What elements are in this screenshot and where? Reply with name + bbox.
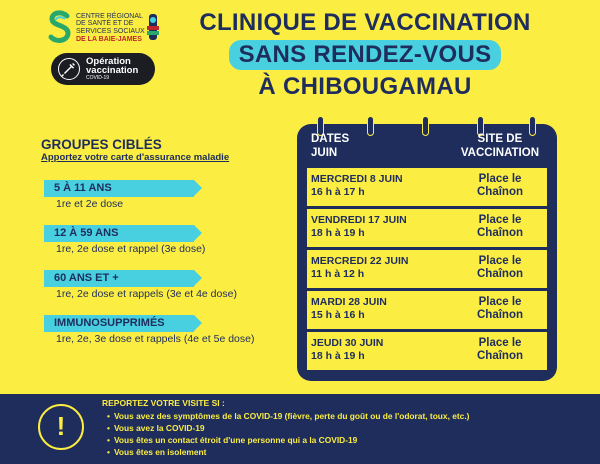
org-region: DE LA BAIE-JAMES (76, 36, 142, 44)
schedule-date: JEUDI 30 JUIN 18 h à 19 h (311, 337, 384, 362)
schedule-place: Place le Chaînon (477, 173, 523, 198)
warning-footer (0, 394, 600, 464)
schedule-row (307, 250, 547, 288)
footer-heading: REPORTEZ VOTRE VISITE SI : (102, 398, 225, 408)
badge-line1: Opération (86, 56, 131, 67)
list-item: • Vous êtes en isolement (107, 446, 469, 458)
schedule-calendar (297, 124, 557, 381)
schedule-place: Place le Chaînon (477, 337, 523, 362)
dates-header: DATES JUIN (311, 133, 350, 159)
group-doses: 1re, 2e, 3e dose et rappels (4e et 5e dose) (56, 333, 255, 345)
group-item (44, 270, 237, 300)
title-line3: À CHIBOUGAMAU (258, 73, 472, 100)
operation-vaccination-badge (51, 53, 155, 85)
list-item: • Vous êtes un contact étroit d'une personne qui a la COVID-19 (107, 434, 469, 446)
site-header: SITE DE VACCINATION (460, 133, 539, 159)
group-label: IMMUNOSUPPRIMÉS (44, 315, 194, 332)
list-item: • Vous avez la COVID-19 (107, 422, 469, 434)
warning-icon: ! (38, 404, 84, 450)
page-title (190, 8, 540, 102)
groups-subheading: Apportez votre carte d'assurance maladie (41, 152, 230, 163)
footer-list (107, 410, 469, 458)
calendar-ring-icon (367, 116, 374, 136)
group-label: 60 ANS ET + (44, 270, 194, 287)
schedule-place: Place le Chaînon (477, 296, 523, 321)
syringe-icon (58, 58, 80, 80)
crsss-s-icon (48, 10, 72, 44)
schedule-place: Place le Chaînon (477, 214, 523, 239)
group-doses: 1re, 2e dose et rappels (3e et 4e dose) (56, 288, 237, 300)
schedule-place: Place le Chaînon (477, 255, 523, 280)
org-name: CENTRE RÉGIONAL DE SANTÉ ET DE SERVICES SOCIAUX DE LA BAIE-JAMES (76, 13, 145, 44)
group-item (44, 315, 254, 345)
schedule-row (307, 291, 547, 329)
group-doses: 1re, 2e dose et rappel (3e dose) (56, 243, 206, 255)
badge-line2: vaccination (86, 65, 139, 76)
schedule-date: MERCREDI 22 JUIN 11 h à 12 h (311, 255, 409, 280)
crsss-logo (48, 10, 168, 46)
group-label: 5 À 11 ANS (44, 180, 194, 197)
title-line1: CLINIQUE DE VACCINATION (199, 9, 531, 36)
schedule-date: MARDI 28 JUIN 15 h à 16 h (311, 296, 387, 321)
group-doses: 1re et 2e dose (56, 198, 124, 210)
schedule-row (307, 168, 547, 206)
schedule-row (307, 332, 547, 370)
regional-emblem-icon (144, 12, 162, 42)
schedule-row (307, 209, 547, 247)
title-line2: SANS RENDEZ-VOUS (229, 40, 502, 70)
group-label: 12 À 59 ANS (44, 225, 194, 242)
badge-line3: COVID-19 (86, 75, 110, 81)
group-item (44, 225, 205, 255)
schedule-date: VENDREDI 17 JUIN 18 h à 19 h (311, 214, 407, 239)
schedule-date: MERCREDI 8 JUIN 16 h à 17 h (311, 173, 403, 198)
list-item: • Vous avez des symptômes de la COVID-19 (fièvre, perte du goût ou de l'odorat, toux, etc.) (107, 410, 469, 422)
groups-heading: GROUPES CIBLÉS (41, 137, 162, 152)
group-item (44, 180, 194, 210)
calendar-ring-icon (422, 116, 429, 136)
